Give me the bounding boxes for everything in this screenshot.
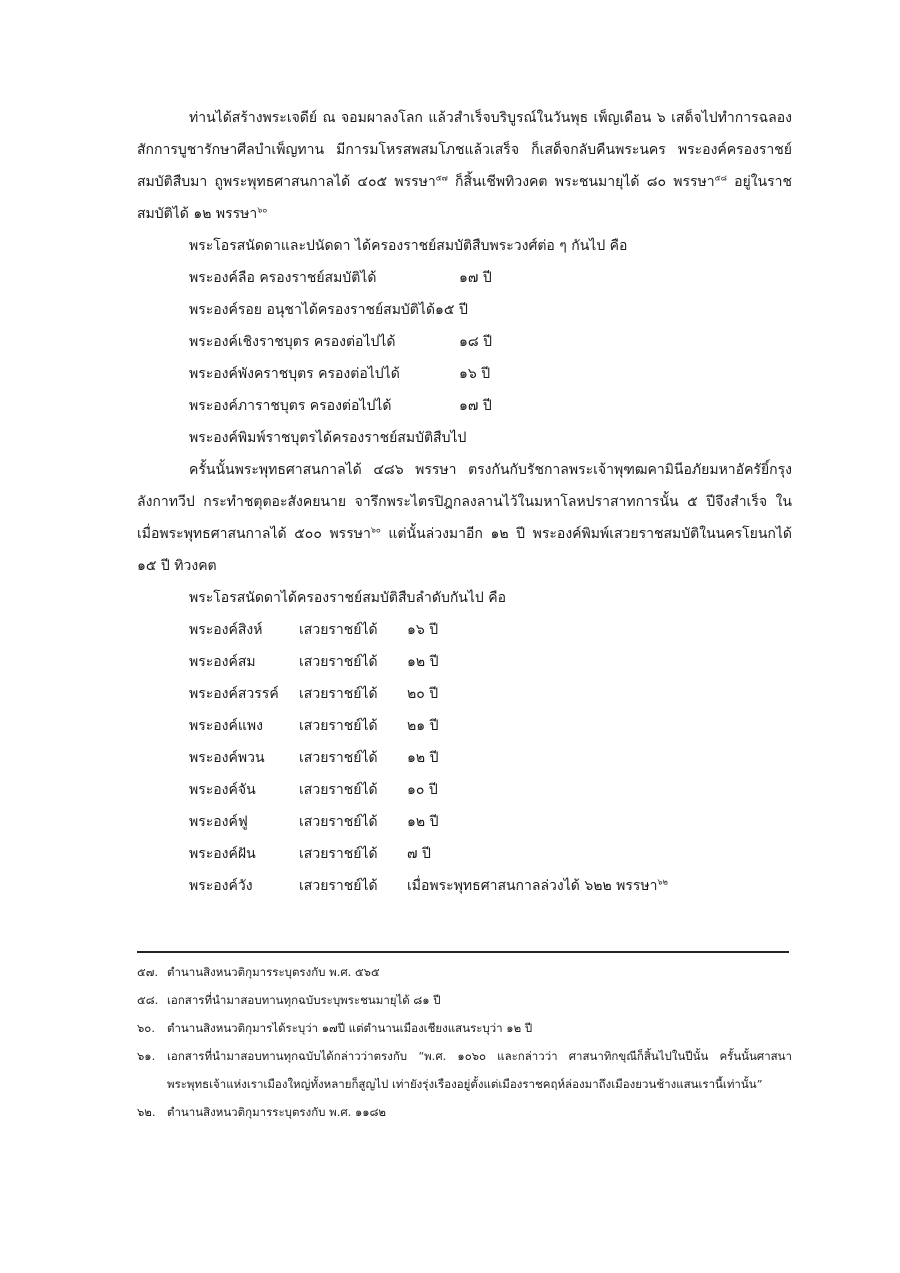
list-item	[137, 326, 792, 358]
list-item	[137, 390, 792, 422]
reign-years: ๑๖ ปี	[407, 622, 439, 638]
reign-row	[137, 774, 792, 806]
reign-name: พระองค์พวน	[189, 750, 265, 766]
reign-years: ๑๐ ปี	[407, 782, 438, 798]
reign-verb: เสวยราชย์ได้	[299, 718, 378, 734]
footnote-number: ๕๗.	[137, 965, 159, 979]
footnote	[137, 1042, 792, 1098]
footnote	[137, 1014, 792, 1042]
reign-name: พระองค์วัง	[189, 878, 253, 894]
reign-years	[407, 870, 707, 902]
paragraph-2-text-b: แต่นั้นล่วงมาอีก ๑๒ ปี พระองค์พิมพ์เสวยราชสมบัติในนครโยนกได้ ๑๕ ปี ทิวงคต	[137, 526, 792, 574]
reign-name: พระองค์จัน	[189, 782, 256, 798]
footnote-number: ๖๐.	[137, 1021, 155, 1035]
reign-name: พระองค์ฝัน	[189, 846, 256, 862]
footnote-text: ตำนานสิงหนวติกุมารระบุตรงกับ พ.ศ. ๑๑๘๒	[167, 1105, 387, 1119]
reign-years: ๒๑ ปี	[407, 718, 439, 734]
footnote-text: ตำนานสิงหนวติกุมารระบุตรงกับ พ.ศ. ๕๖๕	[167, 965, 380, 979]
reign-row	[137, 838, 792, 870]
reign-row	[137, 614, 792, 646]
main-text	[137, 102, 792, 902]
reign-row	[137, 646, 792, 678]
reign-row	[137, 806, 792, 838]
reign-verb: เสวยราชย์ได้	[299, 686, 378, 702]
reign-years: ๑๒ ปี	[407, 654, 439, 670]
list-item	[137, 262, 792, 294]
reign-years-text: เมื่อพระพุทธศาสนกาลล่วงได้ ๖๒๒ พรรษา	[407, 878, 658, 894]
footnote	[137, 958, 792, 986]
list-item	[137, 358, 792, 390]
paragraph-1-text-c: อยู่ในราชสมบัติได้ ๑๒ พรรษา	[137, 174, 792, 222]
list-item-years: ๑๖ ปี	[459, 366, 491, 382]
footnote	[137, 1098, 792, 1126]
footnote	[137, 986, 792, 1014]
paragraph-2-text-a: ครั้นนั้นพระพุทธศาสนกาลได้ ๔๘๖ พรรษา ตรงกันกับรัชกาลพระเจ้าพุฑฒคามินีอภัยมหาอัครัยิ์กรุงลังกาทวีป กระทำชตุตอะสังคยนาย จารึกพระไตรปิฎกลงลานไว้ในมหาโลหปราสาทการนั้น ๕ ปีจึงสำเร็จ ในเมื่อพระพุทธศาสนกาลได้ ๕๐๐ พรรษา	[137, 462, 792, 542]
footnote-number: ๕๘.	[137, 993, 159, 1007]
list-item-name: พระองค์เชิงราชบุตร ครองต่อไปได้	[189, 334, 396, 350]
reign-years: ๑๒ ปี	[407, 750, 439, 766]
reign-verb: เสวยราชย์ได้	[299, 622, 378, 638]
reign-row	[137, 678, 792, 710]
footnote-divider	[137, 951, 789, 953]
list-item-years: ๑๘ ปี	[459, 334, 493, 350]
paragraph-1-text-a: ท่านได้สร้างพระเจดีย์ ณ จอมผาลงโลก แล้วสำเร็จบริบูรณ์ในวันพุธ เพ็ญเดือน ๖ เสด็จไปทำการฉลองสักการบูชารักษาศีลบำเพ็ญทาน มีการมโหรสพสมโภชแล้วเสร็จ ก็เสด็จกลับคืนพระนคร พระองค์ครองราชย์สมบัติสืบมา ถูพระพุทธศาสนกาลได้ ๔๐๕ พรรษา	[137, 110, 792, 190]
intro-line-1: พระโอรสนัดดาและปนัดดา ได้ครองราชย์สมบัติสืบพระวงศ์ต่อ ๆ กันไป คือ	[189, 238, 628, 254]
footnote-text: เอกสารที่นำมาสอบทานทุกฉบับได้กล่าวว่าตรงกับ “พ.ศ. ๑๐๖๐ และกล่าวว่า ศาสนาทิกขุณีก็สิ้นไปในปีนั้น ครั้นนั้นศาสนาพระพุทธเจ้าแห่งเราเมืองใหญ่ทั้งหลายก็สูญไป เท่ายังรุ่งเรืองอยู่ตั้งแต่เมืองราชคฤห์ล่องมาถึงเมืองยวนช้างแสนเรานี้เท่านั้น”	[167, 1049, 792, 1091]
footnote-text: ตำนานสิงหนวติกุมารได้ระบุว่า ๑๗ปี แต่ตำนานเมืองเชียงแสนระบุว่า ๑๒ ปี	[167, 1021, 533, 1035]
reign-years: ๑๒ ปี	[407, 814, 439, 830]
footnote-ref: ๖๐	[370, 525, 381, 535]
footnote-text: เอกสารที่นำมาสอบทานทุกฉบับระบุพระชนมายุได้ ๘๑ ปี	[167, 993, 441, 1007]
footnotes	[137, 958, 792, 1126]
reign-row	[137, 742, 792, 774]
reign-name: พระองค์แพง	[189, 718, 263, 734]
list-item-years: ๑๗ ปี	[459, 270, 492, 286]
reign-name: พระองค์สิงห์	[189, 622, 263, 638]
reign-row	[137, 870, 792, 902]
list-item-name: พระองค์พังคราชบุตร ครองต่อไปได้	[189, 366, 400, 382]
reign-verb: เสวยราชย์ได้	[299, 846, 378, 862]
reign-verb: เสวยราชย์ได้	[299, 782, 378, 798]
intro-line-2: พระโอรสนัดดาได้ครองราชย์สมบัติสืบลำดับกันไป คือ	[189, 590, 507, 606]
list-item-name: พระองค์รอย อนุชาได้ครองราชย์สมบัติได้๑๕ ปี	[189, 302, 468, 318]
footnote-number: ๖๑.	[137, 1049, 156, 1063]
paragraph-1	[137, 102, 792, 230]
reign-row	[137, 710, 792, 742]
reign-verb: เสวยราชย์ได้	[299, 750, 378, 766]
reign-verb: เสวยราชย์ได้	[299, 878, 378, 894]
reign-years: ๗ ปี	[407, 846, 431, 862]
list-item	[137, 294, 792, 326]
footnote-number: ๖๒.	[137, 1105, 156, 1119]
footnote-ref: ๖๒	[657, 877, 668, 887]
reign-name: พระองค์สม	[189, 654, 256, 670]
list-item-years: ๑๗ ปี	[459, 398, 492, 414]
reign-name: พระองค์สวรรค์	[189, 686, 279, 702]
list-item-name: พระองค์ภาราชบุตร ครองต่อไปได้	[189, 398, 392, 414]
reign-verb: เสวยราชย์ได้	[299, 814, 378, 830]
reign-years: ๒๐ ปี	[407, 686, 439, 702]
list-item-name: พระองค์ลือ ครองราชย์สมบัติได้	[189, 270, 377, 286]
reign-verb: เสวยราชย์ได้	[299, 654, 378, 670]
footnote-ref: ๖๐	[257, 205, 268, 215]
footnote-ref: ๕๘	[714, 173, 727, 183]
paragraph-1-text-b: ก็สิ้นเชีพทิวงคต พระชนมายุได้ ๘๐ พรรษา	[447, 174, 715, 190]
footnote-ref: ๕๗	[435, 173, 448, 183]
list-end-line: พระองค์พิมพ์ราชบุตรได้ครองราชย์สมบัติสืบไป	[189, 430, 467, 446]
paragraph-2	[137, 454, 792, 582]
reign-name: พระองค์ฟู	[189, 814, 248, 830]
